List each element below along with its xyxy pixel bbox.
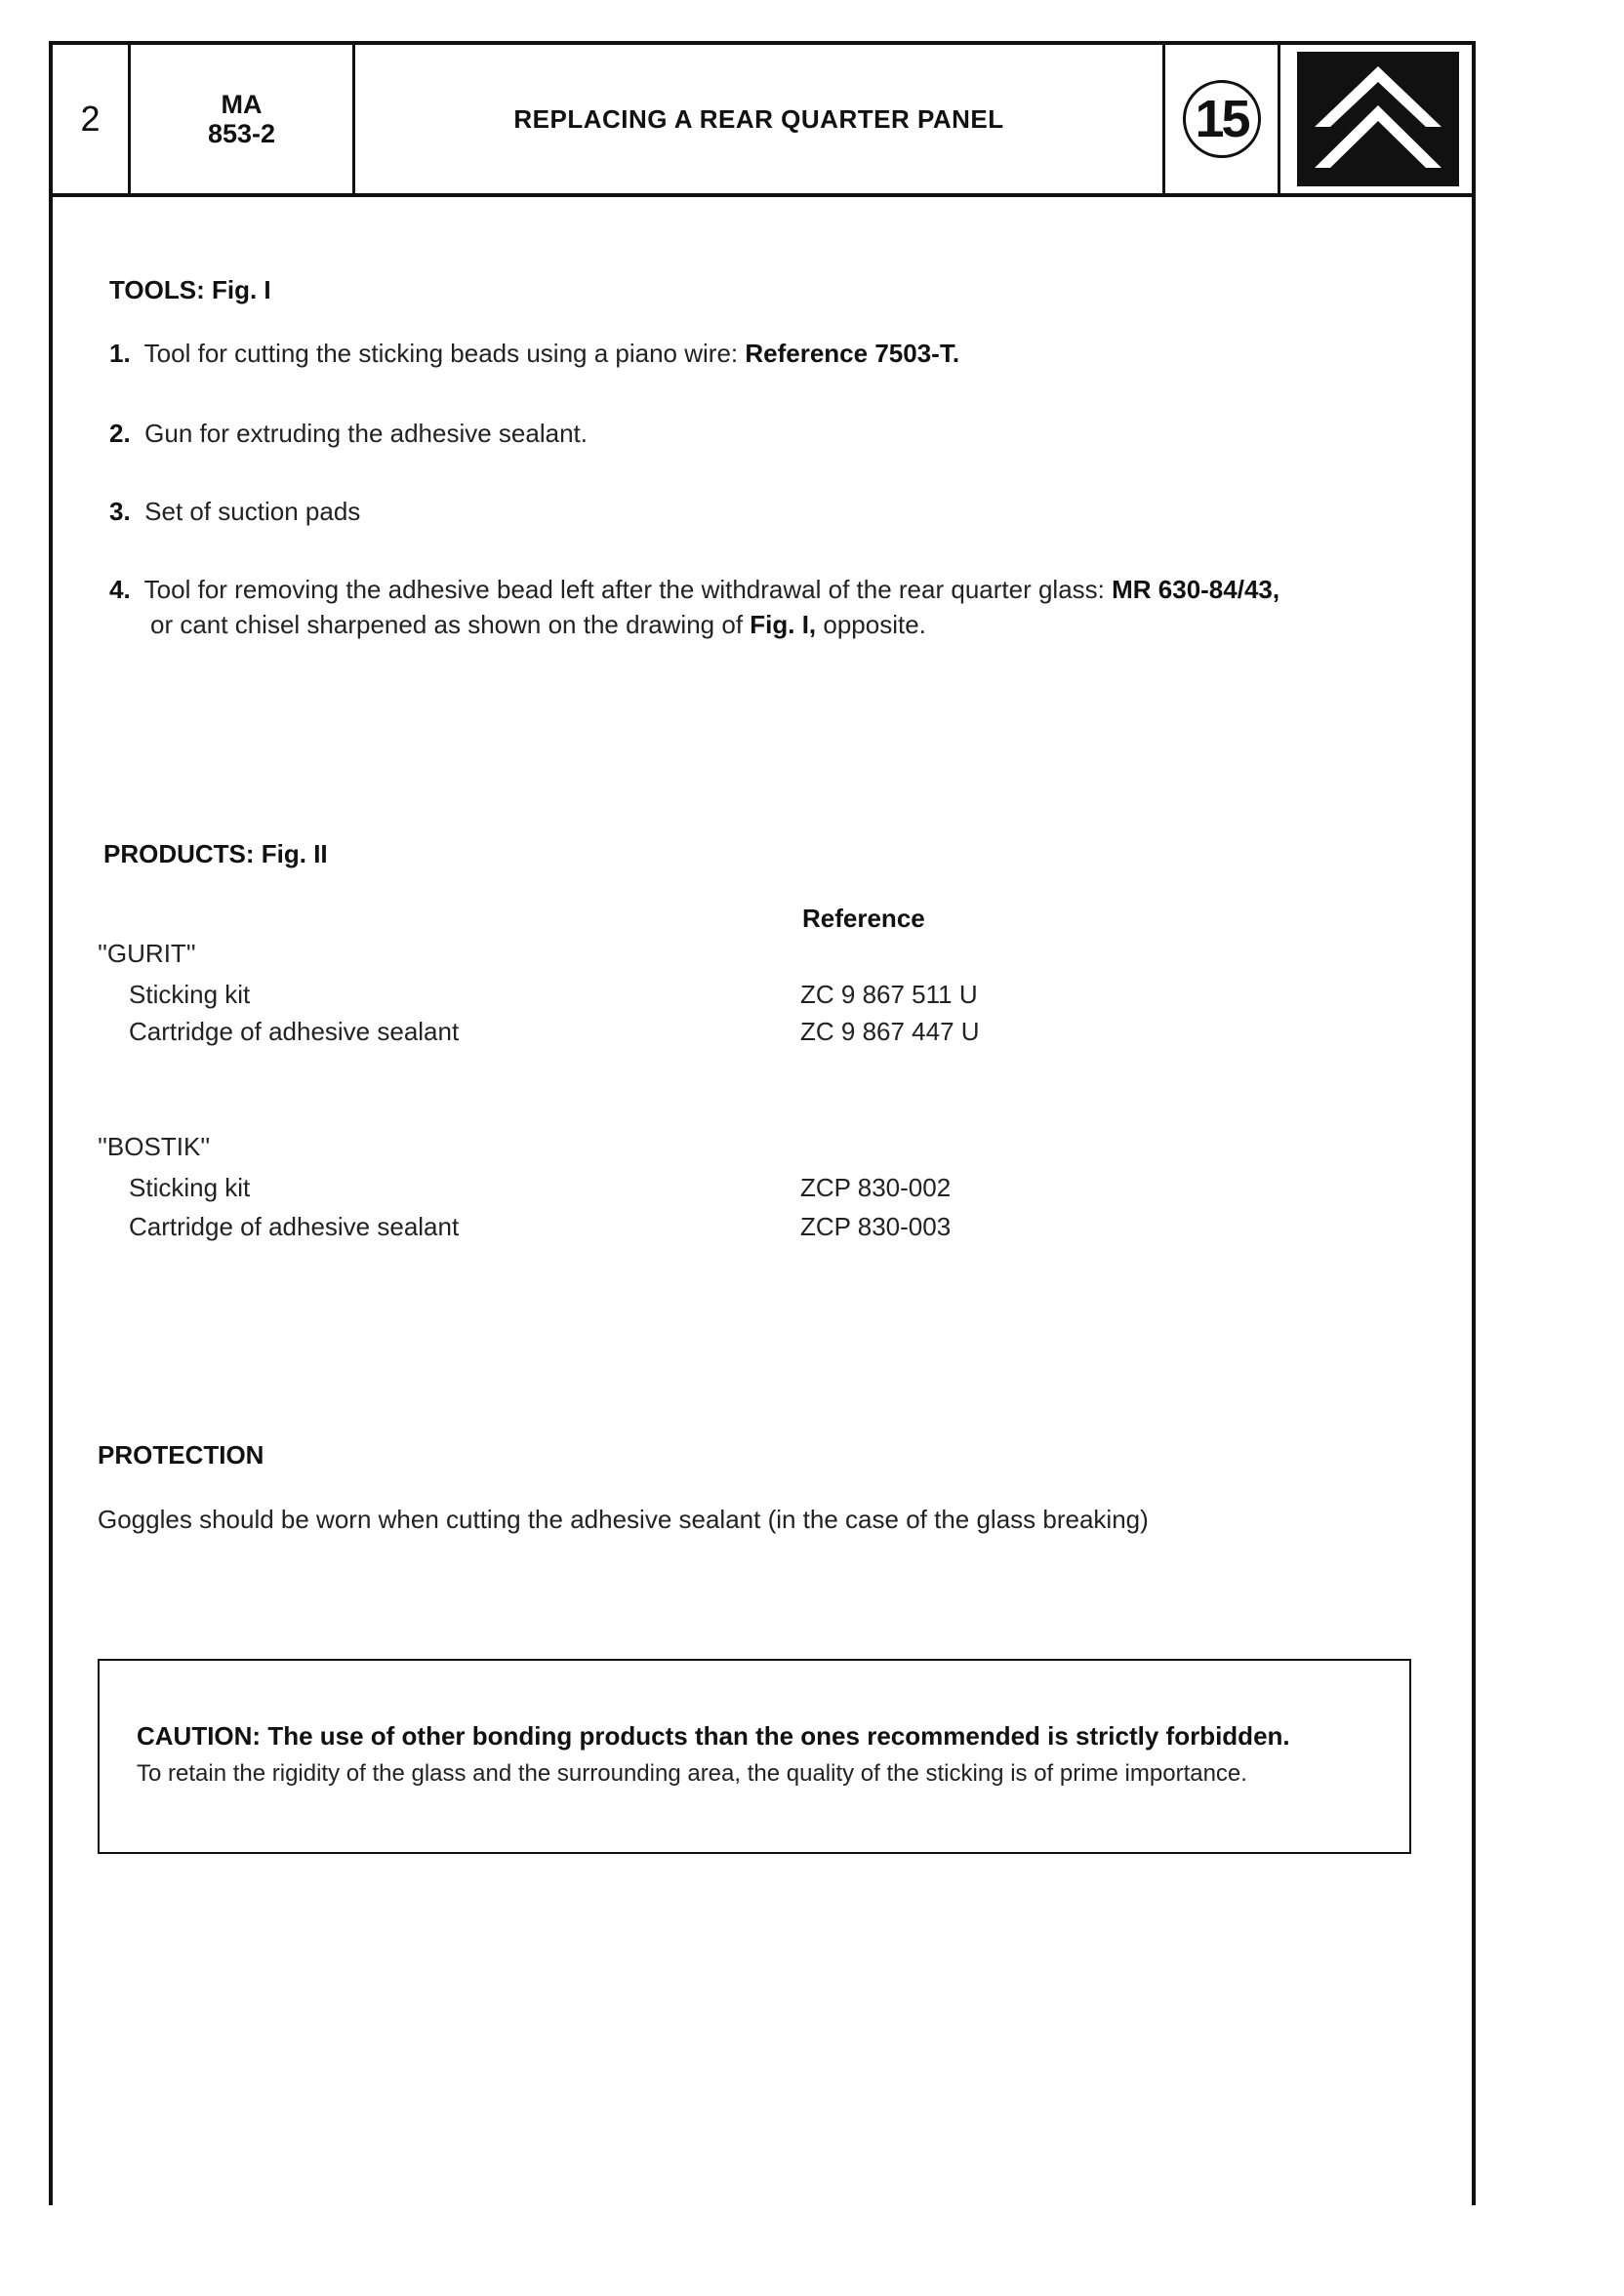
- tool-text: Gun for extruding the adhesive sealant.: [144, 419, 588, 448]
- tool-number: 1.: [109, 339, 131, 368]
- manual-ref-line2: 853-2: [207, 119, 276, 148]
- product-ref: ZC 9 867 447 U: [800, 1017, 980, 1046]
- tools-heading: TOOLS: Fig. I: [109, 275, 271, 304]
- product-name: Cartridge of adhesive sealant: [129, 1017, 460, 1046]
- citroen-chevron-logo: [1297, 52, 1459, 186]
- tool-item-2: [109, 416, 588, 451]
- tool-number: 4.: [109, 575, 131, 604]
- tool-number: 2.: [109, 419, 131, 448]
- tool-number: 3.: [109, 497, 131, 526]
- tool-text-line2-end: opposite.: [816, 610, 926, 639]
- tool-text: Tool for cutting the sticking beads using a piano wire:: [143, 339, 746, 368]
- page-title: REPLACING A REAR QUARTER PANEL: [355, 45, 1165, 193]
- tool-item-4: [109, 572, 1456, 642]
- left-border: [49, 195, 53, 2205]
- protection-heading: PROTECTION: [98, 1440, 264, 1470]
- brand-gurit: ''GURIT'': [98, 939, 196, 968]
- protection-text: Goggles should be worn when cutting the adhesive sealant (in the case of the glass breaking): [98, 1505, 1149, 1534]
- tool-text: Set of suction pads: [144, 497, 361, 526]
- tool-item-3: [109, 494, 360, 529]
- tool-ref: MR 630-84/43,: [1112, 575, 1280, 604]
- section-number-cell: [1165, 45, 1280, 193]
- manual-ref-line1: MA: [221, 90, 263, 119]
- product-ref: ZCP 830-003: [800, 1212, 952, 1241]
- caution-box: [98, 1659, 1411, 1854]
- tool-item-1: [109, 336, 959, 371]
- figure-ref: Fig. I,: [750, 610, 817, 639]
- page-header: [49, 41, 1476, 197]
- logo-cell: [1280, 45, 1476, 193]
- caution-line-1: CAUTION: The use of other bonding products than the ones recommended is strictly forbidden.: [137, 1721, 1290, 1751]
- reference-column-header: Reference: [802, 904, 925, 933]
- right-border: [1472, 195, 1476, 2205]
- product-ref: ZCP 830-002: [800, 1173, 952, 1202]
- manual-reference: [131, 45, 355, 193]
- brand-bostik: ''BOSTIK'': [98, 1132, 211, 1161]
- tool-text: Tool for removing the adhesive bead left after the withdrawal of the rear quarter glass:: [143, 575, 1113, 604]
- products-heading: PRODUCTS: Fig. II: [103, 839, 328, 868]
- product-name: Sticking kit: [129, 1173, 251, 1202]
- tool-text-line2: or cant chisel sharpened as shown on the drawing of: [150, 610, 751, 639]
- section-number: 15: [1183, 80, 1261, 158]
- page-number: 2: [53, 45, 131, 193]
- caution-line-2: To retain the rigidity of the glass and the surrounding area, the quality of the sticking is of prime importance.: [137, 1760, 1247, 1787]
- product-name: Sticking kit: [129, 980, 251, 1009]
- tool-ref: Reference 7503-T.: [745, 339, 960, 368]
- product-ref: ZC 9 867 511 U: [800, 980, 978, 1009]
- product-name: Cartridge of adhesive sealant: [129, 1212, 460, 1241]
